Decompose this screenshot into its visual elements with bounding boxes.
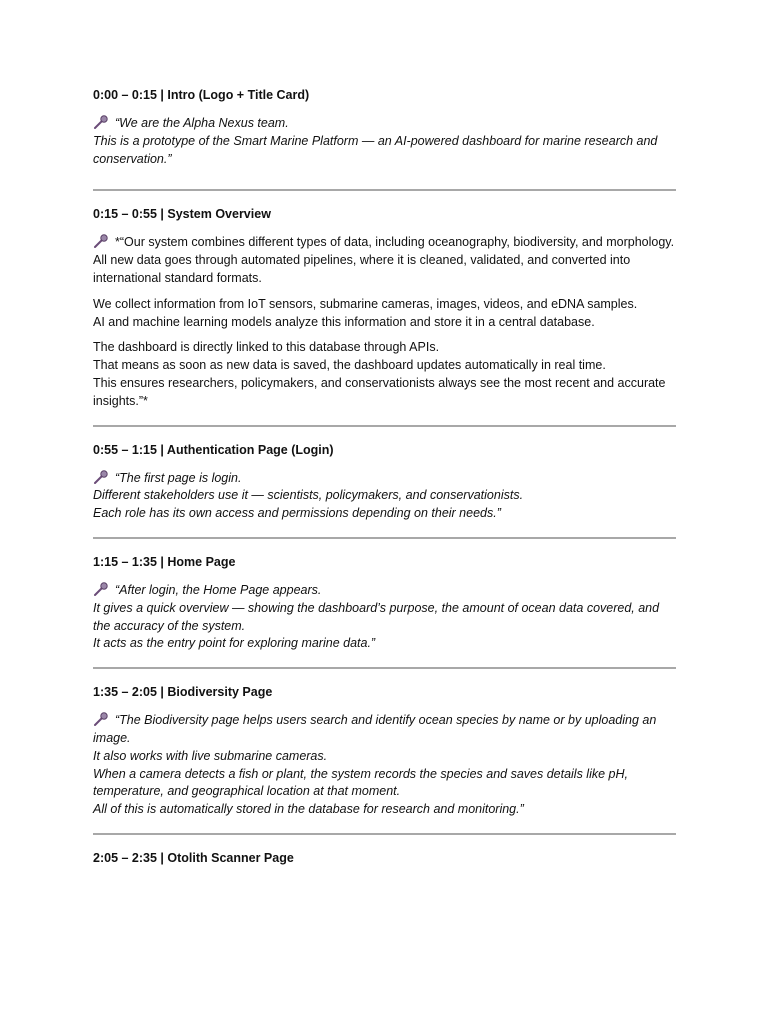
paragraph-line: We collect information from IoT sensors, submarine cameras, images, videos, and eDNA samples. xyxy=(93,296,638,311)
paragraph-line: That means as soon as new data is saved, the dashboard updates automatically in real time. xyxy=(93,358,606,373)
microphone-icon xyxy=(93,234,109,248)
microphone-icon xyxy=(93,115,109,129)
paragraph-line: All of this is automatically stored in the database for research and monitoring.” xyxy=(93,802,524,817)
narration-paragraph xyxy=(93,339,676,410)
paragraph-line: Different stakeholders use it — scientists, policymakers, and conservationists. xyxy=(93,488,524,503)
paragraph-line: It also works with live submarine cameras. xyxy=(93,748,328,763)
paragraph-line: “We are the Alpha Nexus team. xyxy=(115,116,289,130)
section-system-overview xyxy=(93,191,676,410)
paragraph-line: All new data goes through automated pipelines, where it is cleaned, validated, and converted into international standard formats. xyxy=(93,253,631,285)
paragraph-line: This is a prototype of the Smart Marine Platform — an AI-powered dashboard for marine research and conservation.” xyxy=(93,133,658,166)
narration-paragraph xyxy=(93,470,676,523)
microphone-icon xyxy=(93,470,109,484)
section-heading: 1:35 – 2:05 | Biodiversity Page xyxy=(93,685,273,700)
section-heading: 2:05 – 2:35 | Otolith Scanner Page xyxy=(93,850,294,865)
paragraph-line: “After login, the Home Page appears. xyxy=(115,582,322,597)
narration-paragraph xyxy=(93,712,676,819)
paragraph-line: It gives a quick overview — showing the dashboard’s purpose, the amount of ocean data covered, and the accuracy of the system. xyxy=(93,600,660,633)
paragraph-line: When a camera detects a fish or plant, the system records the species and saves details like pH, temperature, and geographical location at that moment. xyxy=(93,766,628,799)
narration-paragraph xyxy=(93,234,676,287)
section-intro xyxy=(93,86,676,168)
narration-paragraph xyxy=(93,115,676,168)
paragraph-line: AI and machine learning models analyze this information and store it in a central database. xyxy=(93,314,595,329)
section-heading: 0:00 – 0:15 | Intro (Logo + Title Card) xyxy=(93,88,310,102)
script-content xyxy=(93,86,676,878)
microphone-icon xyxy=(93,582,109,596)
section-heading: 0:15 – 0:55 | System Overview xyxy=(93,207,271,222)
microphone-icon xyxy=(93,712,109,726)
paragraph-line: This ensures researchers, policymakers, and conservationists always see the most recent and accurate insights.”* xyxy=(93,375,666,408)
section-heading: 1:15 – 1:35 | Home Page xyxy=(93,554,236,569)
narration-paragraph xyxy=(93,296,676,332)
section-otolith-scanner xyxy=(93,835,676,867)
paragraph-line: Each role has its own access and permissions depending on their needs.” xyxy=(93,506,501,521)
paragraph-line: *“Our system combines different types of data, including oceanography, biodiversity, and morphology. xyxy=(115,235,675,250)
section-heading: 0:55 – 1:15 | Authentication Page (Login) xyxy=(93,442,334,457)
narration-paragraph xyxy=(93,582,676,653)
paragraph-line: It acts as the entry point for exploring marine data.” xyxy=(93,636,376,651)
paragraph-line: “The first page is login. xyxy=(115,470,242,485)
section-biodiversity xyxy=(93,669,676,819)
paragraph-line: The dashboard is directly linked to this database through APIs. xyxy=(93,340,440,355)
section-home-page xyxy=(93,539,676,653)
section-authentication xyxy=(93,427,676,523)
paragraph-line: “The Biodiversity page helps users search and identify ocean species by name or by uploading an image. xyxy=(93,713,657,745)
